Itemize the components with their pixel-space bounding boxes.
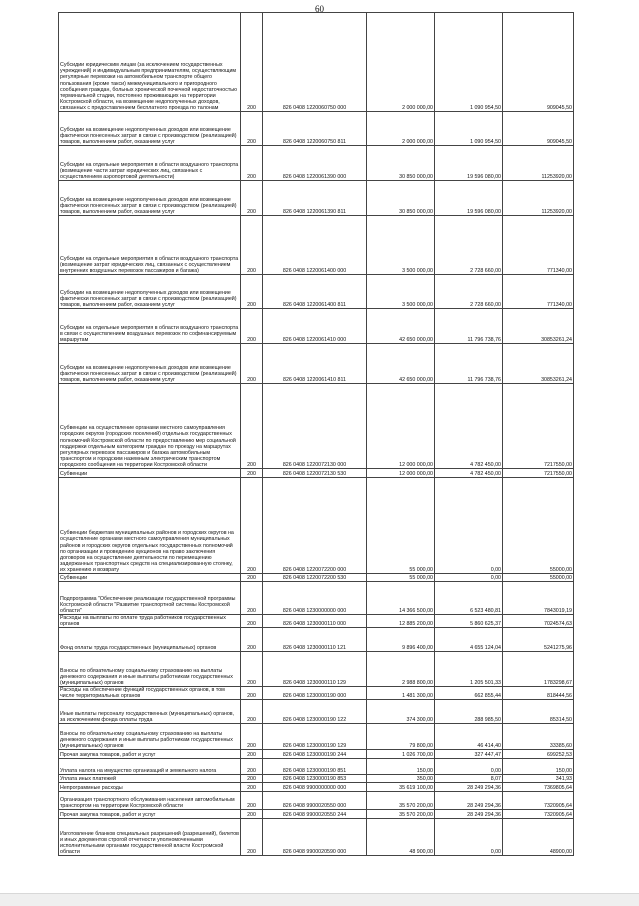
row-name: Субвенции	[59, 574, 241, 582]
row-line-code: 200	[241, 275, 263, 309]
row-classification-code: 826 0408 1220072130 530	[263, 469, 367, 478]
row-approved-amount: 55 000,00	[367, 574, 435, 582]
row-name: Субсидии на возмещение недополученных доходов или возмещение фактически понесенных затрат в связи с производством (реализацией) товаров, выполнением работ, оказанием услуг	[59, 275, 241, 309]
row-unexecuted-amount: 1783298,67	[503, 652, 574, 687]
row-executed-amount: 11 796 738,76	[435, 344, 503, 384]
table-row	[59, 652, 574, 687]
row-unexecuted-amount: 7024574,63	[503, 615, 574, 628]
row-classification-code: 826 0408 9900020550 000	[263, 792, 367, 810]
row-line-code: 200	[241, 146, 263, 181]
table-body	[59, 13, 574, 856]
row-approved-amount: 1 026 700,00	[367, 750, 435, 759]
row-approved-amount: 14 366 500,00	[367, 582, 435, 615]
table-row	[59, 344, 574, 384]
row-approved-amount: 30 850 000,00	[367, 146, 435, 181]
row-name: Субсидии юридическим лицам (за исключением государственных учреждений) и индивидуальным предпринимателям, осуществляющим регулярные перевозки на автомобильном транспорте общего пользования (кроме такси) межмуниципального и пригородного сообщения граждан, больных хронической почечной недостаточностью терминальной стадии, постоянно проживающих на территории Костромской области, на возмещение недополученных доходов, связанных с предоставлением бесплатного проезда по талонам	[59, 13, 241, 112]
row-line-code: 200	[241, 574, 263, 582]
row-executed-amount: 4 782 450,00	[435, 469, 503, 478]
table-row	[59, 574, 574, 582]
row-classification-code: 826 0408 1230000190 122	[263, 700, 367, 724]
row-unexecuted-amount: 55000,00	[503, 478, 574, 574]
row-line-code: 200	[241, 615, 263, 628]
row-unexecuted-amount: 7369805,64	[503, 783, 574, 792]
row-executed-amount: 28 249 294,36	[435, 783, 503, 792]
row-executed-amount: 1 090 954,50	[435, 13, 503, 112]
row-executed-amount: 4 655 124,04	[435, 628, 503, 652]
row-name: Взносы по обязательному социальному страхованию на выплаты денежного содержания и иные выплаты работникам государственных (муниципальных) органов	[59, 724, 241, 750]
row-line-code: 200	[241, 181, 263, 216]
table-row	[59, 819, 574, 856]
row-executed-amount: 1 090 954,50	[435, 112, 503, 146]
row-line-code: 200	[241, 775, 263, 783]
row-unexecuted-amount: 30853261,24	[503, 309, 574, 344]
row-executed-amount: 2 728 660,00	[435, 216, 503, 275]
row-classification-code: 826 0408 1230000110 000	[263, 615, 367, 628]
scan-bottom-edge	[0, 893, 639, 906]
row-name: Расходы на обеспечение функций государственных органов, в том числе территориальных органов	[59, 687, 241, 700]
row-approved-amount: 374 300,00	[367, 700, 435, 724]
row-executed-amount: 2 728 660,00	[435, 275, 503, 309]
row-line-code: 200	[241, 783, 263, 792]
table-row	[59, 810, 574, 819]
table-row	[59, 384, 574, 469]
row-unexecuted-amount: 7217550,00	[503, 384, 574, 469]
row-name: Иные выплаты персоналу государственных (муниципальных) органов, за исключением фонда оплаты труда	[59, 700, 241, 724]
row-classification-code: 826 0408 9900000000 000	[263, 783, 367, 792]
row-unexecuted-amount: 55000,00	[503, 574, 574, 582]
row-name: Субсидии на отдельные мероприятия в области воздушного транспорта в связи с осуществлением воздушных перевозок по софинансируемым маршрутам	[59, 309, 241, 344]
row-name: Взносы по обязательному социальному страхованию на выплаты денежного содержания и иные выплаты работникам государственных (муниципальных) органов	[59, 652, 241, 687]
row-executed-amount: 0,00	[435, 759, 503, 775]
row-executed-amount: 28 249 294,36	[435, 792, 503, 810]
row-line-code: 200	[241, 700, 263, 724]
row-approved-amount: 2 000 000,00	[367, 13, 435, 112]
row-unexecuted-amount: 33385,60	[503, 724, 574, 750]
row-line-code: 200	[241, 582, 263, 615]
row-line-code: 200	[241, 810, 263, 819]
row-classification-code: 826 0408 1220061390 000	[263, 146, 367, 181]
row-name: Фонд оплаты труда государственных (муниципальных) органов	[59, 628, 241, 652]
table-row	[59, 309, 574, 344]
row-approved-amount: 30 850 000,00	[367, 181, 435, 216]
row-unexecuted-amount: 48900,00	[503, 819, 574, 856]
row-executed-amount: 1 205 501,33	[435, 652, 503, 687]
row-classification-code: 826 0408 1220072200 530	[263, 574, 367, 582]
table-row	[59, 112, 574, 146]
row-classification-code: 826 0408 1220072130 000	[263, 384, 367, 469]
row-classification-code: 826 0408 1220072200 000	[263, 478, 367, 574]
table-row	[59, 181, 574, 216]
row-line-code: 200	[241, 469, 263, 478]
row-name: Субсидии на возмещение недополученных доходов или возмещение фактически понесенных затрат в связи с производством (реализацией) товаров, выполнением работ, оказанием услуг	[59, 181, 241, 216]
row-executed-amount: 0,00	[435, 478, 503, 574]
table-row	[59, 724, 574, 750]
row-unexecuted-amount: 771340,00	[503, 275, 574, 309]
table-row	[59, 750, 574, 759]
row-approved-amount: 35 619 100,00	[367, 783, 435, 792]
row-classification-code: 826 0408 1230000190 000	[263, 687, 367, 700]
row-classification-code: 826 0408 1220061400 000	[263, 216, 367, 275]
row-approved-amount: 48 900,00	[367, 819, 435, 856]
row-name: Субсидии на возмещение недополученных доходов или возмещение фактически понесенных затрат в связи с производством (реализацией) товаров, выполнением работ, оказанием услуг	[59, 344, 241, 384]
row-classification-code: 826 0408 1220061400 811	[263, 275, 367, 309]
row-line-code: 200	[241, 759, 263, 775]
row-approved-amount: 9 896 400,00	[367, 628, 435, 652]
row-classification-code: 826 0408 1230000110 121	[263, 628, 367, 652]
table-row	[59, 469, 574, 478]
row-classification-code: 826 0408 1220060750 000	[263, 13, 367, 112]
row-line-code: 200	[241, 478, 263, 574]
row-unexecuted-amount: 771340,00	[503, 216, 574, 275]
row-line-code: 200	[241, 750, 263, 759]
table-row	[59, 615, 574, 628]
row-unexecuted-amount: 699252,53	[503, 750, 574, 759]
row-name: Расходы на выплаты по оплате труда работников государственных органов	[59, 615, 241, 628]
row-executed-amount: 46 414,40	[435, 724, 503, 750]
row-executed-amount: 327 447,47	[435, 750, 503, 759]
row-name: Подпрограмма "Обеспечение реализации государственной программы Костромской области "Развитие транспортной системы Костромской области"	[59, 582, 241, 615]
row-unexecuted-amount: 11253920,00	[503, 146, 574, 181]
row-line-code: 200	[241, 384, 263, 469]
row-classification-code: 826 0408 1220061410 811	[263, 344, 367, 384]
row-line-code: 200	[241, 687, 263, 700]
table-row	[59, 759, 574, 775]
row-unexecuted-amount: 818444,56	[503, 687, 574, 700]
row-name: Субвенции	[59, 469, 241, 478]
row-name: Субсидии на возмещение недополученных доходов или возмещение фактически понесенных затрат в связи с производством (реализацией) товаров, выполнением работ, оказанием услуг	[59, 112, 241, 146]
row-name: Уплата иных платежей	[59, 775, 241, 783]
row-classification-code: 826 0408 1230000190 851	[263, 759, 367, 775]
row-approved-amount: 42 650 000,00	[367, 309, 435, 344]
row-approved-amount: 35 570 200,00	[367, 810, 435, 819]
row-approved-amount: 2 000 000,00	[367, 112, 435, 146]
budget-table-wrapper	[58, 12, 573, 856]
row-classification-code: 826 0408 1220060750 811	[263, 112, 367, 146]
table-row	[59, 582, 574, 615]
row-executed-amount: 4 782 450,00	[435, 384, 503, 469]
row-line-code: 200	[241, 819, 263, 856]
row-executed-amount: 0,00	[435, 574, 503, 582]
row-classification-code: 826 0408 1220061390 811	[263, 181, 367, 216]
table-row	[59, 792, 574, 810]
row-unexecuted-amount: 7320905,64	[503, 792, 574, 810]
row-executed-amount: 288 985,50	[435, 700, 503, 724]
row-classification-code: 826 0408 9900020550 244	[263, 810, 367, 819]
row-name: Субвенции на осуществление органами местного самоуправления городских округов (городских поселений) отдельных государственных полномочий Костромской области по предоставлению мер социальной поддержки отдельным категориям граждан по проезду на маршрутах регулярных перевозок пассажиров и багажа автомобильным транспортом и городским наземным электрическим транспортом городского сообщения на территории Костромской области	[59, 384, 241, 469]
row-executed-amount: 5 860 625,37	[435, 615, 503, 628]
row-approved-amount: 35 570 200,00	[367, 792, 435, 810]
row-classification-code: 826 0408 1220061410 000	[263, 309, 367, 344]
row-executed-amount: 662 855,44	[435, 687, 503, 700]
row-name: Изготовление бланков специальных разрешений (разрешений), билетов и иных документов строгой отчетности уполномоченными исполнительными органами государственной власти Костромской области	[59, 819, 241, 856]
table-row	[59, 628, 574, 652]
row-executed-amount: 6 523 480,81	[435, 582, 503, 615]
table-row	[59, 783, 574, 792]
row-executed-amount: 28 249 294,36	[435, 810, 503, 819]
row-name: Субсидии на отдельные мероприятия в области воздушного транспорта (возмещение затрат юридических лиц, связанных с осуществлением внутренних воздушных перевозок пассажиров и багажа)	[59, 216, 241, 275]
row-unexecuted-amount: 85314,50	[503, 700, 574, 724]
row-approved-amount: 42 650 000,00	[367, 344, 435, 384]
row-classification-code: 826 0408 1230000190 129	[263, 724, 367, 750]
table-row	[59, 775, 574, 783]
row-classification-code: 826 0408 1230000110 129	[263, 652, 367, 687]
row-unexecuted-amount: 341,93	[503, 775, 574, 783]
row-line-code: 200	[241, 309, 263, 344]
table-row	[59, 275, 574, 309]
row-approved-amount: 55 000,00	[367, 478, 435, 574]
row-unexecuted-amount: 7843019,19	[503, 582, 574, 615]
row-executed-amount: 0,00	[435, 819, 503, 856]
row-executed-amount: 19 596 080,00	[435, 181, 503, 216]
row-name: Уплата налога на имущество организаций и земельного налога	[59, 759, 241, 775]
row-classification-code: 826 0408 9900020590 000	[263, 819, 367, 856]
row-approved-amount: 350,00	[367, 775, 435, 783]
row-executed-amount: 19 596 080,00	[435, 146, 503, 181]
table-row	[59, 146, 574, 181]
row-classification-code: 826 0408 1230000190 853	[263, 775, 367, 783]
row-name: Прочая закупка товаров, работ и услуг	[59, 750, 241, 759]
row-line-code: 200	[241, 13, 263, 112]
row-line-code: 200	[241, 628, 263, 652]
table-row	[59, 700, 574, 724]
row-approved-amount: 79 800,00	[367, 724, 435, 750]
row-line-code: 200	[241, 724, 263, 750]
row-classification-code: 826 0408 1230000000 000	[263, 582, 367, 615]
row-classification-code: 826 0408 1230000190 244	[263, 750, 367, 759]
table-row	[59, 478, 574, 574]
page-number: 60	[315, 4, 324, 14]
table-row	[59, 687, 574, 700]
row-name: Организация транспортного обслуживания населения автомобильным транспортом на территории Костромской области	[59, 792, 241, 810]
row-approved-amount: 12 000 000,00	[367, 469, 435, 478]
row-line-code: 200	[241, 652, 263, 687]
row-approved-amount: 12 885 200,00	[367, 615, 435, 628]
table-row	[59, 216, 574, 275]
budget-execution-table	[58, 12, 574, 856]
row-unexecuted-amount: 7217550,00	[503, 469, 574, 478]
table-row	[59, 13, 574, 112]
row-executed-amount: 8,07	[435, 775, 503, 783]
row-approved-amount: 1 481 300,00	[367, 687, 435, 700]
row-executed-amount: 11 796 738,76	[435, 309, 503, 344]
row-approved-amount: 12 000 000,00	[367, 384, 435, 469]
row-approved-amount: 3 500 000,00	[367, 275, 435, 309]
row-unexecuted-amount: 909045,50	[503, 13, 574, 112]
row-unexecuted-amount: 11253920,00	[503, 181, 574, 216]
row-name: Непрограммные расходы	[59, 783, 241, 792]
row-line-code: 200	[241, 792, 263, 810]
row-name: Субвенции бюджетам муниципальных районов и городских округов на осуществление органами местного самоуправления муниципальных районов и городских округов отдельных государственных полномочий по организации и проведению аукционов на право заключения договоров на осуществление деятельности по перемещению задержанных транспортных средств на специализированную стоянку, их хранению и возврату	[59, 478, 241, 574]
row-line-code: 200	[241, 216, 263, 275]
row-line-code: 200	[241, 344, 263, 384]
row-line-code: 200	[241, 112, 263, 146]
row-unexecuted-amount: 5241275,96	[503, 628, 574, 652]
row-approved-amount: 3 500 000,00	[367, 216, 435, 275]
row-unexecuted-amount: 909045,50	[503, 112, 574, 146]
row-name: Прочая закупка товаров, работ и услуг	[59, 810, 241, 819]
row-unexecuted-amount: 7320905,64	[503, 810, 574, 819]
row-approved-amount: 2 988 800,00	[367, 652, 435, 687]
row-unexecuted-amount: 30853261,24	[503, 344, 574, 384]
row-approved-amount: 150,00	[367, 759, 435, 775]
row-name: Субсидии на отдельные мероприятия в области воздушного транспорта (возмещение части затрат юридических лиц, связанных с осуществлением аэропортовой деятельности)	[59, 146, 241, 181]
row-unexecuted-amount: 150,00	[503, 759, 574, 775]
